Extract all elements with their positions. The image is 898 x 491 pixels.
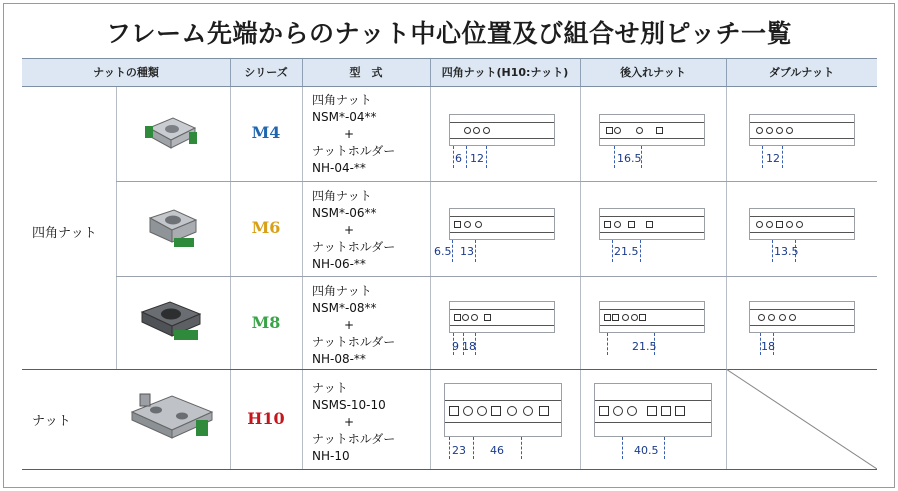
- dim-m6-double: 13.5: [774, 245, 799, 258]
- series-m8: M8: [251, 313, 281, 332]
- group-label-square: 四角ナット: [32, 226, 97, 241]
- diagram-m8-square: [449, 301, 555, 333]
- dim-h10-rear: 40.5: [634, 444, 659, 457]
- grid-line: [116, 87, 117, 369]
- header-square-h10: 四角ナット(H10:ナット): [441, 66, 569, 79]
- row-divider: [116, 181, 877, 182]
- dim-m4-square-b: 12: [470, 152, 484, 165]
- dim-h10-square-a: 23: [452, 444, 466, 457]
- grid-line: [302, 87, 303, 469]
- dim-m8-double: 18: [761, 340, 775, 353]
- dim-m8-square-b: 18: [462, 340, 476, 353]
- table-header: [22, 58, 877, 87]
- group-label-nut: ナット: [32, 414, 71, 429]
- diagram-m4-rear: [599, 114, 705, 146]
- t-slot-nut-h10-icon: [126, 390, 216, 446]
- diagram-m4-square: [449, 114, 555, 146]
- page-title: フレーム先端からのナット中心位置及び組合せ別ピッチ一覧: [105, 19, 792, 48]
- dim-h10-square-b: 46: [490, 444, 504, 457]
- series-m6: M6: [251, 218, 281, 237]
- empty-cell-diagonal: [726, 369, 877, 469]
- model-m6: 四角ナット NSM*-06** + ナットホルダー NH-06-**: [312, 189, 396, 271]
- model-m4: 四角ナット NSM*-04** + ナットホルダー NH-04-**: [312, 93, 396, 175]
- grid-line: [580, 87, 581, 469]
- series-m4: M4: [251, 123, 281, 142]
- diagram-m8-rear: [599, 301, 705, 333]
- diagram-h10-rear: [594, 383, 712, 437]
- dim-m4-double: 12: [766, 152, 780, 165]
- square-nut-m4-icon: [143, 112, 199, 156]
- diagram-h10-square: [444, 383, 562, 437]
- square-nut-m8-icon: [138, 298, 204, 344]
- header-series: シリーズ: [244, 66, 288, 79]
- dim-m4-rear: 16.5: [617, 152, 642, 165]
- diagram-m6-rear: [599, 208, 705, 240]
- dim-m6-square-b: 13: [460, 245, 474, 258]
- header-rear-insert: 後入れナット: [620, 66, 686, 79]
- row-divider: [116, 276, 877, 277]
- table-bottom: [22, 469, 877, 470]
- dim-m4-square-a: 6: [455, 152, 462, 165]
- diagram-m6-square: [449, 208, 555, 240]
- dim-m8-square-a: 9: [452, 340, 459, 353]
- header-double: ダブルナット: [768, 66, 835, 79]
- model-m8: 四角ナット NSM*-08** + ナットホルダー NH-08-**: [312, 284, 396, 366]
- dim-m6-rear: 21.5: [614, 245, 639, 258]
- dim-m6-square-a: 6.5: [434, 245, 452, 258]
- square-nut-m6-icon: [146, 206, 198, 252]
- header-model: 型 式: [349, 66, 383, 79]
- model-h10: ナット NSMS-10-10 + ナットホルダー NH-10: [312, 381, 396, 463]
- diagram-m6-double: [749, 208, 855, 240]
- diagram-m4-double: [749, 114, 855, 146]
- diagram-m8-double: [749, 301, 855, 333]
- header-kind: ナットの種類: [93, 66, 159, 79]
- dim-m8-rear: 21.5: [632, 340, 657, 353]
- grid-line: [430, 87, 431, 469]
- series-h10: H10: [247, 409, 285, 428]
